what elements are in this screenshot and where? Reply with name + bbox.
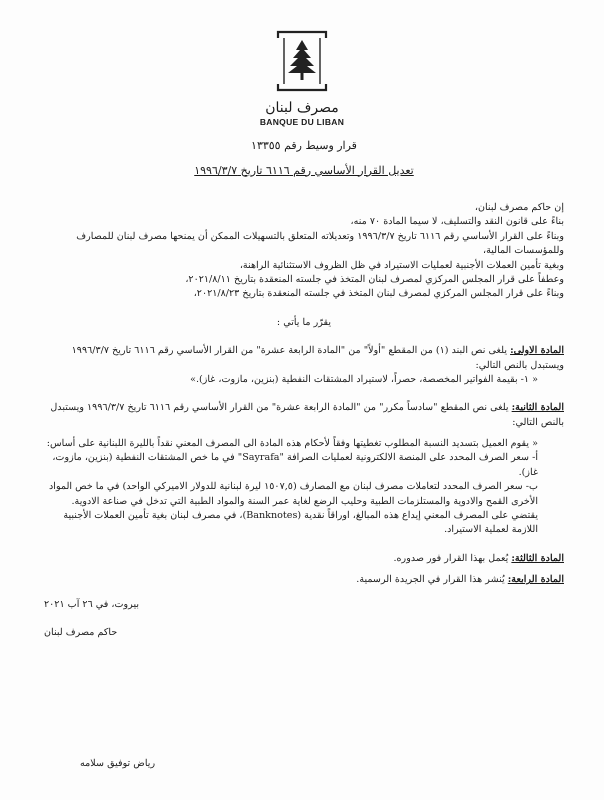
article-1-quote: « ١- بقيمة الفواتير المخصصة، حصراً، لاستيراد المشتقات النفطية (بنزين، مازوت، غاز).» [190,373,538,385]
signatory-title: حاكم مصرف لبنان [44,626,118,638]
article-1 [44,344,564,373]
article-2-text: يلغى نص المقطع "سادساً مكرر" من "المادة الرابعة عشرة" من القرار الأساسي رقم ٦١١٦ تاريخ ١٩٩٦/٣/٧ ويستبدل بالنص التالي: [50,402,564,428]
bank-name-arabic: مصرف لبنان [265,100,339,116]
cedar-tree-icon [274,28,330,94]
article-3-text: يُعمل بهذا القرار فور صدوره. [393,552,509,564]
article-3 [44,552,564,566]
article-3-label: المادة الثالثة: [511,552,564,564]
preamble-line: بناءً على قانون النقد والتسليف، لا سيما المادة ٧٠ منه، [350,216,564,228]
article-1-text: يلغى نص البند (١) من المقطع "أولاً" من "المادة الرابعة عشرة" من القرار الأساسي رقم ٦١١٦ تاريخ ١٩٩٦/٣/٧ ويستبدل بالنص التالي: [71,345,564,371]
article-1-label: المادة الاولى: [510,345,564,357]
preamble-line: وبغية تأمين العملات الأجنبية لعمليات الاستيراد في ظل الظروف الاستثنائية الراهنة، [239,259,564,271]
article-2 [44,401,564,430]
article-2-quote: « يقوم العميل بتسديد النسبة المطلوب تغطيتها وفقاً لأحكام هذه المادة الى المصرف المعني نقداً بالليرة اللبنانية على أساس: [46,438,538,450]
preamble-line: وبناءً على قرار المجلس المركزي لمصرف لبنان المتخذ في جلسته المنعقدة بتاريخ ٢٠٢١/٨/٢٣، [193,288,564,300]
article-4-text: يُنشر هذا القرار في الجريدة الرسمية. [356,574,505,586]
preamble-line: وبناءً على القرار الأساسي رقم ٦١١٦ تاريخ ١٩٩٦/٣/٧ وتعديلاته المتعلق بالتسهيلات الممكن أن يمنحها مصرف لبنان للمصارف وللمؤسسات المالية، [76,230,564,257]
signature-block [44,598,564,641]
preamble-line: وعطفاً على قرار المجلس المركزي لمصرف لبنان المتخذ في جلسته المنعقدة بتاريخ ٢٠٢١/٨/١١، [185,273,564,285]
decision-body [44,138,564,640]
bank-name-english: BANQUE DU LIBAN [259,117,345,127]
place-date: بيروت، في ٢٦ آب ٢٠٢١ [44,598,140,610]
preamble-line: إن حاكم مصرف لبنان، [474,202,564,213]
article-2-closing: يقتضي على المصرف المعني إيداع هذه المبالغ، اوراقاً نقدية (Banknotes)، في مصرف لبنان بغية تأمين العملات الأجنبية اللازمة لعملية الاستيراد. [63,510,538,536]
article-4 [44,573,564,587]
decision-number: قرار وسيط رقم ١٣٣٥٥ [251,139,357,152]
signatory-name: رياض توفيق سلامه [80,758,156,769]
decision-subject: تعديل القرار الأساسي رقم ٦١١٦ تاريخ ١٩٩٦/٣/٧ [194,163,414,177]
decides-heading: يقرّر ما يأتي : [276,316,332,328]
bank-logo [0,28,604,127]
article-2-item-b: ب- سعر الصرف المحدد لتعاملات مصرف لبنان مع المصارف (١٥٠٧,٥ ليرة لبنانية للدولار الاميركي الواحد) في ما خص المواد الأخرى القمح والادوية والمستلزمات الطبية وحليب الرضع لغاية عمر السنة والمواد الطبية التي تدخل في صناعة الادوية. [49,481,538,507]
article-2-label: المادة الثانية: [511,402,564,414]
article-2-item-a: أ- سعر الصرف المحدد على المنصة الالكترونية لعمليات الصرافة "Sayrafa" في ما خص المشتقات النفطية (بنزين، مازوت، غاز). [52,452,538,478]
article-4-label: المادة الرابعة: [507,574,564,586]
